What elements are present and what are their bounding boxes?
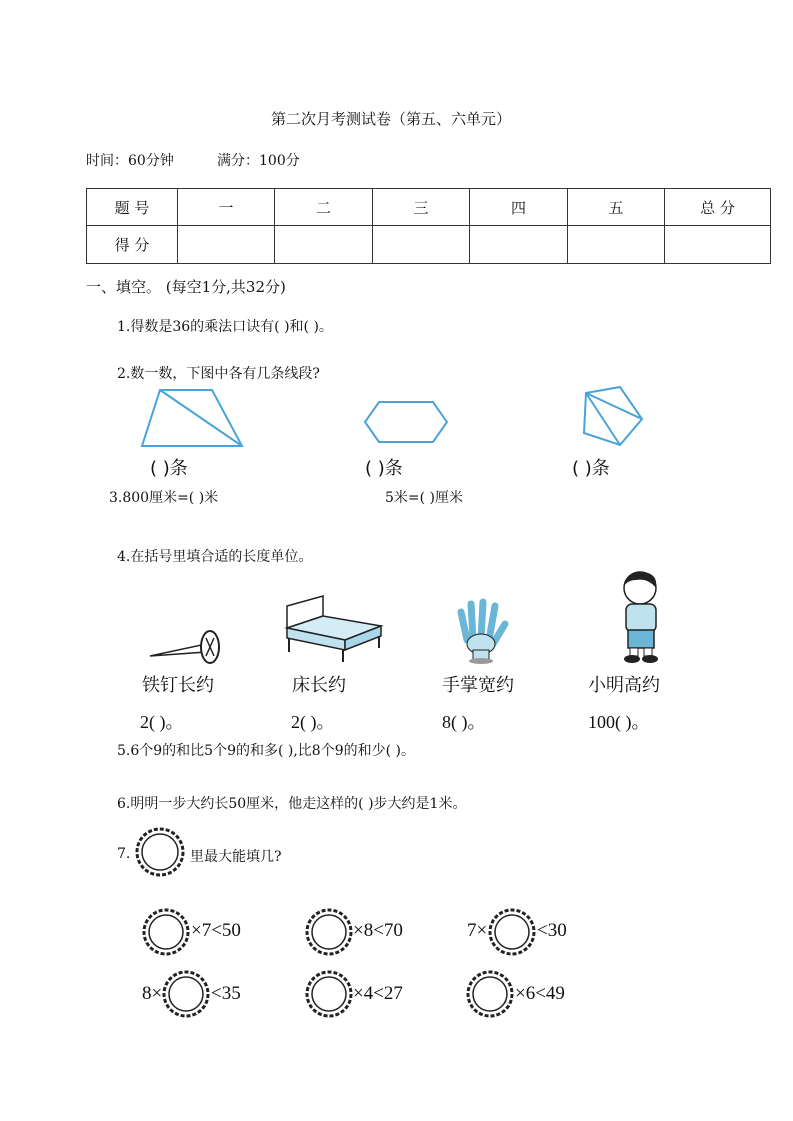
question-5: 5.6个9的和比5个9的和多( ),比8个9的和少( )。 (117, 743, 415, 759)
inequality-prefix: 7× (467, 920, 488, 941)
inequality-text: ×7<50 (191, 920, 241, 941)
answer-circle[interactable] (142, 908, 190, 956)
hand-image (455, 600, 511, 664)
score-cell[interactable] (178, 226, 275, 264)
table-row (87, 189, 771, 226)
time-label: 时间：60分钟 (86, 153, 174, 169)
answer-blank[interactable]: 2( )。 (140, 712, 184, 732)
score-cell[interactable] (373, 226, 470, 264)
table-header-cell: 五 (568, 189, 665, 226)
q4-label: 手掌宽约 (442, 675, 514, 696)
trapezoid-figure (140, 388, 245, 448)
q4-label: 床长约 (292, 675, 346, 696)
score-cell[interactable] (665, 226, 771, 264)
answer-blank[interactable]: ( )条 (365, 458, 403, 479)
answer-circle[interactable] (305, 908, 353, 956)
score-cell[interactable] (568, 226, 665, 264)
table-row-label: 得 分 (87, 226, 178, 264)
answer-blank[interactable]: 2( )。 (291, 712, 335, 732)
answer-blank[interactable]: 8( )。 (442, 712, 486, 732)
answer-blank[interactable]: 100( )。 (588, 712, 650, 732)
page-title: 第二次月考测试卷（第五、六单元） (271, 110, 512, 128)
q4-label: 小明高约 (588, 675, 660, 696)
score-table (86, 188, 771, 264)
score-cell[interactable] (470, 226, 568, 264)
inequality-text: ×8<70 (353, 920, 403, 941)
table-header-cell: 总 分 (665, 189, 771, 226)
answer-circle[interactable] (466, 970, 514, 1018)
hexagon-figure (363, 400, 449, 444)
inequality-text: ×6<49 (515, 983, 565, 1004)
section-heading: 一、填空。 (每空1分,共32分) (86, 278, 286, 296)
answer-circle[interactable] (305, 970, 353, 1018)
question-6: 6.明明一步大约长50厘米，他走这样的( )步大约是1米。 (117, 796, 467, 812)
question-3a: 3.800厘米=( )米 (109, 490, 219, 506)
table-header-cell: 一 (178, 189, 275, 226)
inequality-prefix: 8× (142, 983, 163, 1004)
nail-image (148, 622, 222, 668)
answer-circle[interactable] (488, 908, 536, 956)
q4-label: 铁钉长约 (142, 675, 214, 696)
answer-circle[interactable] (162, 970, 210, 1018)
inequality-text: <35 (211, 983, 241, 1004)
answer-blank[interactable]: ( )条 (150, 458, 188, 479)
answer-blank[interactable]: ( )条 (572, 458, 610, 479)
table-header-cell: 二 (275, 189, 373, 226)
question-1: 1.得数是36的乘法口诀有( )和( )。 (117, 319, 333, 335)
boy-image (618, 570, 664, 664)
full-score-label: 满分：100分 (217, 153, 300, 169)
bed-image (283, 594, 383, 664)
pentagon-figure (580, 385, 644, 449)
table-header-cell: 题 号 (87, 189, 178, 226)
table-header-cell: 三 (373, 189, 470, 226)
question-3b: 5米=( )厘米 (385, 490, 464, 506)
question-4: 4.在括号里填合适的长度单位。 (117, 549, 313, 565)
score-cell[interactable] (275, 226, 373, 264)
question-7-text: 里最大能填几? (190, 849, 282, 865)
inequality-text: ×4<27 (353, 983, 403, 1004)
question-7-number: 7. (117, 846, 131, 862)
table-row (87, 226, 771, 264)
scalloped-circle-icon (135, 826, 185, 878)
table-header-cell: 四 (470, 189, 568, 226)
question-2: 2.数一数，下图中各有几条线段? (117, 366, 320, 382)
inequality-text: <30 (537, 920, 567, 941)
